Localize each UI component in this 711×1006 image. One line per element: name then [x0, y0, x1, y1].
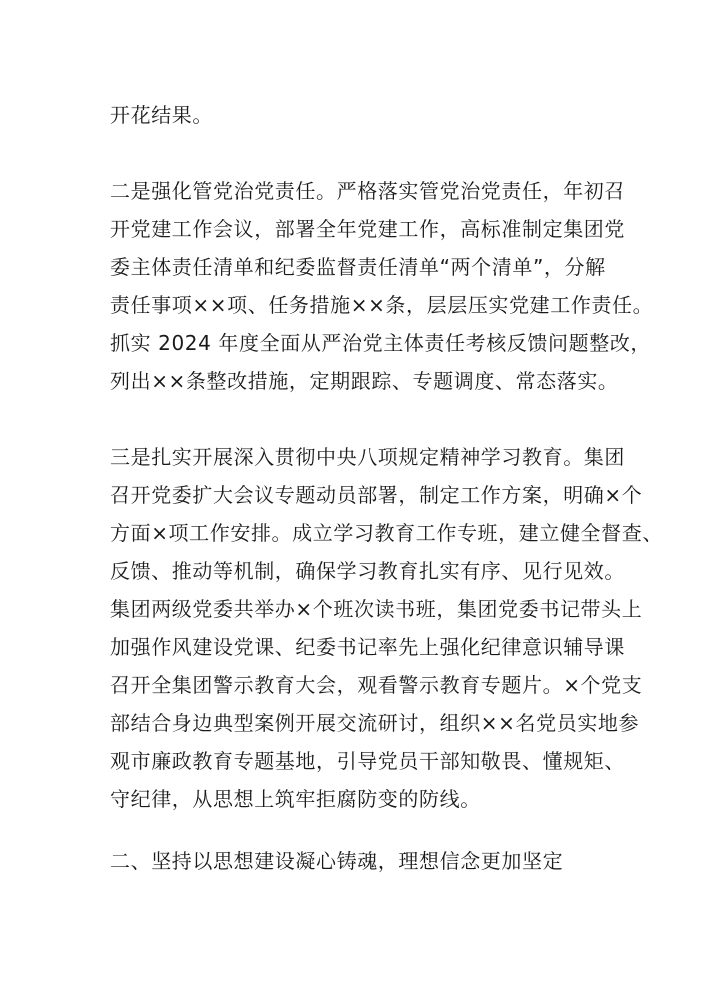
- text-line: 责任事项××项、任务措施××条，层层压实党建工作责任。: [110, 293, 654, 317]
- text-line: 观市廉政教育专题基地，引导党员干部知敬畏、懂规矩、: [110, 749, 625, 773]
- text-line: 列出××条整改措施，定期跟踪、专题调度、常态落实。: [110, 369, 619, 393]
- text-line: 开党建工作会议，部署全年党建工作，高标准制定集团党: [110, 217, 625, 241]
- text-line: 二是强化管党治党责任。严格落实管党治党责任，年初召: [110, 179, 625, 203]
- text-line: 集团两级党委共举办×个班次读书班，集团党委书记带头上: [110, 597, 643, 621]
- section-heading: 二、坚持以思想建设凝心铸魂，理想信念更加坚定: [110, 849, 564, 873]
- text-line: 反馈、推动等机制，确保学习教育扎实有序、见行见效。: [110, 559, 625, 583]
- text-line: 召开党委扩大会议专题动员部署，制定工作方案，明确×个: [110, 483, 643, 507]
- text-line: 委主体责任清单和纪委监督责任清单“两个清单”，分解: [110, 255, 606, 279]
- text-line: 加强作风建设党课、纪委书记率先上强化纪律意识辅导课: [110, 635, 625, 659]
- text-line: 召开全集团警示教育大会，观看警示教育专题片。×个党支: [110, 673, 643, 697]
- text-line: 部结合身边典型案例开展交流研讨，组织××名党员实地参: [110, 711, 640, 735]
- text-line: 三是扎实开展深入贯彻中央八项规定精神学习教育。集团: [110, 445, 625, 469]
- text-line: 抓实 2024 年度全面从严治党主体责任考核反馈问题整改，: [110, 331, 652, 355]
- text-line: 方面×项工作安排。成立学习教育工作专班，建立健全督查、: [110, 521, 663, 545]
- text-line: 开花结果。: [110, 103, 213, 127]
- text-line: 守纪律，从思想上筑牢拒腐防变的防线。: [110, 787, 481, 811]
